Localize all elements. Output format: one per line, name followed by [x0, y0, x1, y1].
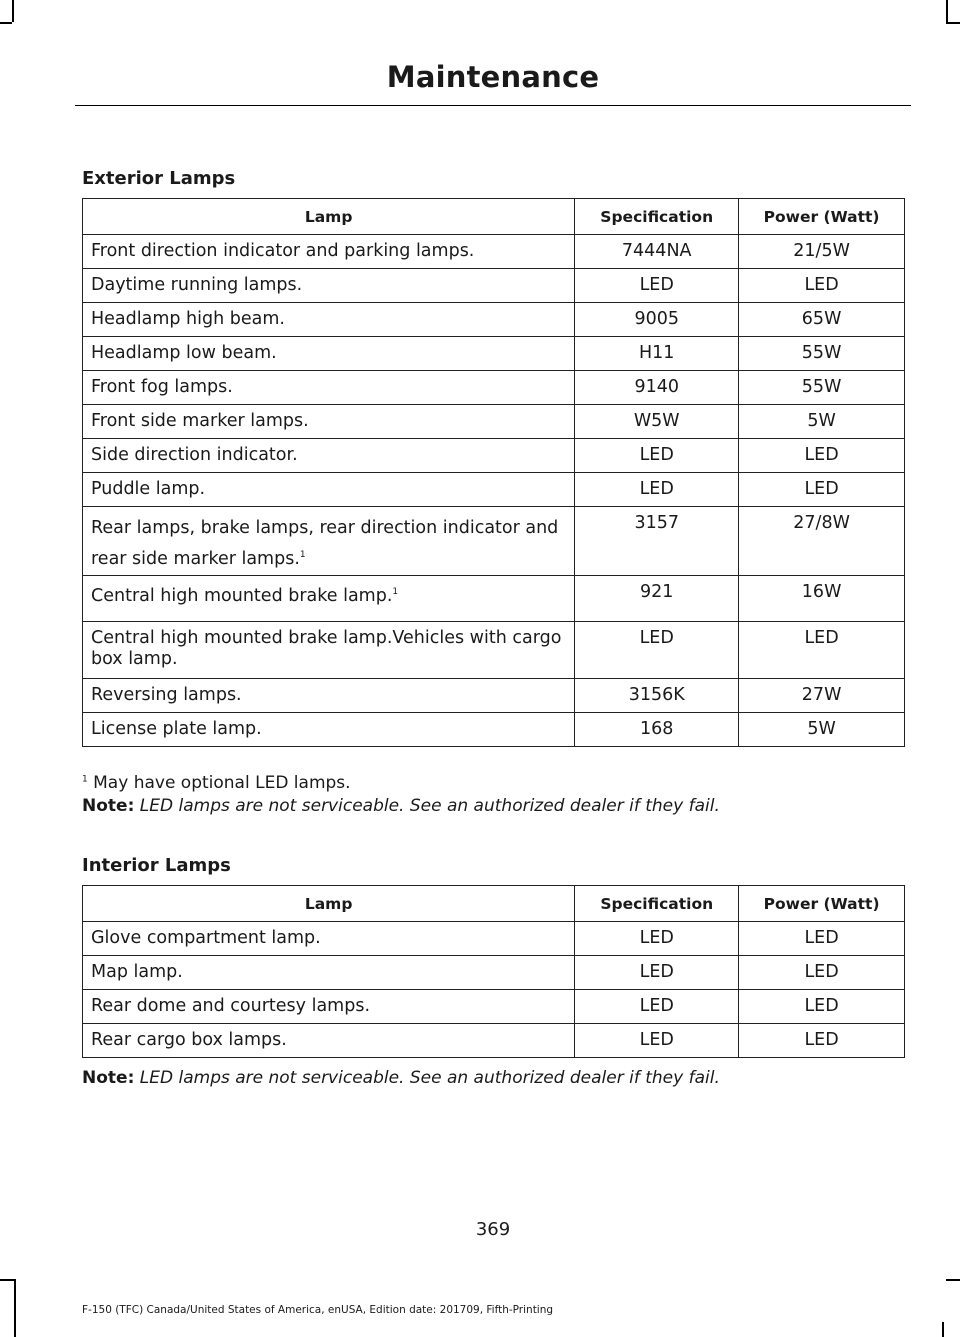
table-row [83, 337, 905, 371]
note-label: Note: [82, 796, 135, 816]
column-header-power: Power (Watt) [739, 886, 905, 922]
spec-cell: 9005 [575, 303, 739, 337]
spec-cell: 921 [575, 576, 739, 622]
power-cell: 27/8W [739, 507, 905, 576]
power-cell: 5W [739, 713, 905, 747]
table-row [83, 235, 905, 269]
spec-cell: 3157 [575, 507, 739, 576]
power-cell: 21/5W [739, 235, 905, 269]
footnote-ref: 1 [299, 550, 306, 561]
lamp-cell: Puddle lamp. [83, 473, 575, 507]
interior-lamps-table [82, 885, 905, 1058]
table-header-row [83, 886, 905, 922]
table-row [83, 371, 905, 405]
lamp-cell: License plate lamp. [83, 713, 575, 747]
table-row [83, 576, 905, 622]
interior-lamps-heading: Interior Lamps [82, 855, 231, 876]
table-row [83, 956, 905, 990]
spec-cell: LED [575, 439, 739, 473]
page-number: 369 [475, 1219, 511, 1240]
table-row [83, 473, 905, 507]
table-header-row [83, 199, 905, 235]
footnote-mark: 1 [82, 774, 88, 785]
note-text: LED lamps are not serviceable. See an authorized dealer if they fail. [139, 1068, 720, 1088]
footnote [82, 773, 351, 793]
spec-cell: LED [575, 990, 739, 1024]
lamp-cell [83, 507, 575, 576]
table-row [83, 405, 905, 439]
power-cell: 16W [739, 576, 905, 622]
note-label: Note: [82, 1068, 135, 1088]
spec-cell: LED [575, 1024, 739, 1058]
spec-cell: LED [575, 269, 739, 303]
lamp-cell: Rear dome and courtesy lamps. [83, 990, 575, 1024]
exterior-note [82, 796, 720, 816]
crop-mark [0, 1279, 14, 1281]
column-header-specification: Specification [575, 199, 739, 235]
lamp-cell: Headlamp low beam. [83, 337, 575, 371]
power-cell: LED [739, 990, 905, 1024]
table-row [83, 622, 905, 679]
column-header-lamp: Lamp [83, 886, 575, 922]
table-row [83, 990, 905, 1024]
lamp-cell: Side direction indicator. [83, 439, 575, 473]
table-row [83, 922, 905, 956]
lamp-cell: Map lamp. [83, 956, 575, 990]
lamp-cell: Glove compartment lamp. [83, 922, 575, 956]
spec-cell: LED [575, 956, 739, 990]
spec-cell: LED [575, 922, 739, 956]
page-title: Maintenance [386, 60, 600, 94]
column-header-specification: Specification [575, 886, 739, 922]
lamp-text: Rear lamps, brake lamps, rear direction indicator and rear side marker lamps. [91, 518, 559, 569]
power-cell: LED [739, 1024, 905, 1058]
crop-mark [14, 1279, 16, 1337]
lamp-cell: Central high mounted brake lamp.Vehicles with cargo box lamp. [83, 622, 575, 679]
footnote-ref: 1 [392, 587, 399, 598]
lamp-text: Central high mounted brake lamp. [91, 586, 393, 606]
crop-mark [0, 22, 12, 24]
lamp-cell: Headlamp high beam. [83, 303, 575, 337]
footnote-text: May have optional LED lamps. [93, 773, 351, 793]
spec-cell: W5W [575, 405, 739, 439]
crop-mark [942, 1322, 944, 1337]
table-row [83, 507, 905, 576]
lamp-cell: Daytime running lamps. [83, 269, 575, 303]
exterior-lamps-table [82, 198, 905, 747]
power-cell: LED [739, 922, 905, 956]
lamp-cell [83, 576, 575, 622]
spec-cell: 168 [575, 713, 739, 747]
power-cell: 27W [739, 679, 905, 713]
power-cell: LED [739, 269, 905, 303]
power-cell: LED [739, 956, 905, 990]
lamp-cell: Front fog lamps. [83, 371, 575, 405]
interior-note [82, 1068, 720, 1088]
crop-mark [946, 22, 960, 24]
lamp-cell: Reversing lamps. [83, 679, 575, 713]
crop-mark [946, 1279, 960, 1281]
table-row [83, 269, 905, 303]
table-row [83, 1024, 905, 1058]
spec-cell: 3156K [575, 679, 739, 713]
crop-mark [12, 0, 14, 22]
lamp-cell: Front direction indicator and parking lamps. [83, 235, 575, 269]
title-divider [75, 105, 911, 106]
lamp-cell: Rear cargo box lamps. [83, 1024, 575, 1058]
power-cell: 65W [739, 303, 905, 337]
spec-cell: 7444NA [575, 235, 739, 269]
power-cell: LED [739, 473, 905, 507]
table-row [83, 439, 905, 473]
spec-cell: H11 [575, 337, 739, 371]
crop-mark [946, 0, 948, 22]
table-row [83, 303, 905, 337]
spec-cell: LED [575, 622, 739, 679]
power-cell: 55W [739, 337, 905, 371]
exterior-lamps-heading: Exterior Lamps [82, 168, 236, 189]
table-row [83, 713, 905, 747]
edition-line: F-150 (TFC) Canada/United States of America, enUSA, Edition date: 201709, Fifth-Printing [82, 1304, 554, 1316]
power-cell: 55W [739, 371, 905, 405]
note-text: LED lamps are not serviceable. See an authorized dealer if they fail. [139, 796, 720, 816]
column-header-power: Power (Watt) [739, 199, 905, 235]
lamp-cell: Front side marker lamps. [83, 405, 575, 439]
power-cell: LED [739, 439, 905, 473]
spec-cell: 9140 [575, 371, 739, 405]
spec-cell: LED [575, 473, 739, 507]
power-cell: LED [739, 622, 905, 679]
power-cell: 5W [739, 405, 905, 439]
column-header-lamp: Lamp [83, 199, 575, 235]
table-row [83, 679, 905, 713]
